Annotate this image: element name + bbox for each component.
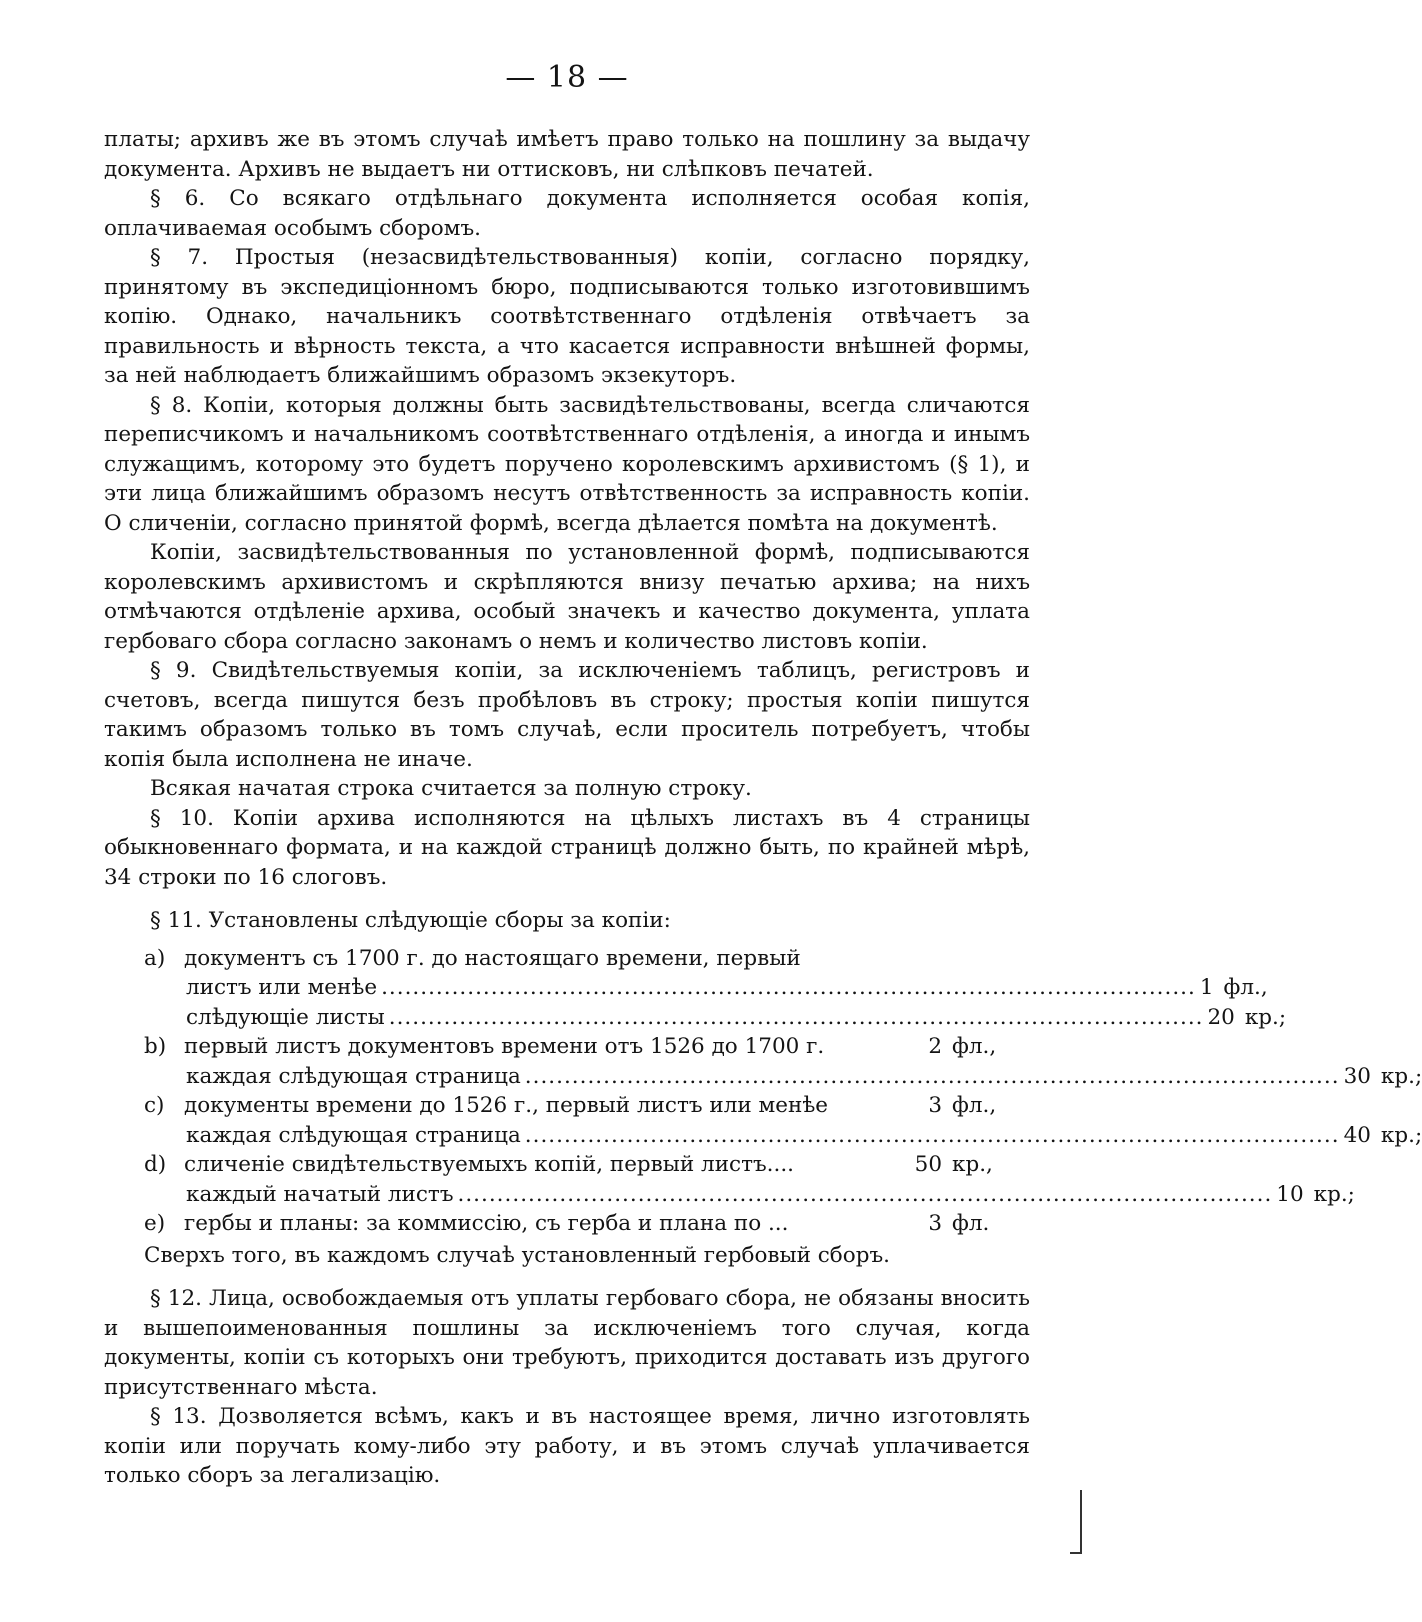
fee-label: каждая слѣдующая страница (186, 1122, 521, 1148)
fee-label: каждый начатый листъ (186, 1181, 454, 1207)
leader-dots: ........................................................................................................ (457, 1181, 1273, 1207)
fee-item-c1 (144, 1091, 1030, 1121)
fee-value: 30 (1343, 1063, 1371, 1089)
fee-marker: c) (144, 1093, 165, 1118)
paragraph-section-6: § 6. Со всякаго отдѣльнаго документа исполняется особая копія, оплачиваемая особымъ сборомъ. (104, 186, 1030, 241)
fee-item-d2 (186, 1180, 1355, 1210)
leader-dots: ........................................................................................................ (524, 1063, 1340, 1089)
fee-value: 50 (914, 1152, 942, 1177)
fee-item-a-title (144, 944, 1030, 974)
paragraph-section-9: § 9. Свидѣтельствуемыя копіи, за исключеніемъ таблицъ, регистровъ и счетовъ, всегда пишутся безъ пробѣловъ въ строку; простыя копіи пишутся такимъ образомъ только въ томъ случаѣ, если проситель потребуетъ, чтобы копія была исполнена не иначе. (104, 658, 1030, 772)
fee-marker: b) (144, 1034, 167, 1059)
fee-unit: фл., (952, 1034, 997, 1059)
fee-unit: кр.; (1380, 1063, 1422, 1089)
fee-unit: кр.; (1380, 1122, 1422, 1148)
fee-label: первый листъ документовъ времени отъ 1526 до 1700 г. (184, 1034, 825, 1059)
fee-item-c2 (186, 1121, 1422, 1151)
fee-item-e1 (144, 1209, 1030, 1239)
fee-summary: Сверхъ того, въ каждомъ случаѣ установленный гербовый сборъ. (144, 1242, 890, 1268)
fee-label: документъ съ 1700 г. до настоящаго времени, первый (184, 945, 801, 971)
paragraph-section-13: § 13. Дозволяется всѣмъ, какъ и въ настоящее время, лично изготовлять копіи или поручать кому-либо эту работу, и въ этомъ случаѣ уплачивается только сборъ за легализацію. (104, 1404, 1030, 1488)
fee-value: 10 (1276, 1181, 1304, 1207)
leader-dots: ........................................................................................................ (524, 1122, 1340, 1148)
fee-value: 1 (1199, 975, 1214, 1000)
fee-marker: d) (144, 1152, 167, 1177)
fee-marker: e) (144, 1211, 166, 1236)
fee-item-b1 (144, 1032, 1030, 1062)
fee-item-a1 (186, 973, 1268, 1003)
paragraph-section-12: § 12. Лица, освобождаемыя отъ уплаты гербоваго сбора, не обязаны вносить и вышепоименованныя пошлины за исключеніемъ того случая, когда документы, копіи съ которыхъ они требуютъ, приходится доставать изъ другого присутственнаго мѣста. (104, 1286, 1030, 1400)
fee-value: 40 (1343, 1122, 1371, 1148)
fee-label: каждая слѣдующая страница (186, 1063, 521, 1089)
fee-label: документы времени до 1526 г., первый листъ или менѣе (184, 1093, 829, 1118)
paragraph-section-10: § 10. Копіи архива исполняются на цѣлыхъ листахъ въ 4 страницы обыкновеннаго формата, и на каждой страницѣ должно быть, по крайней мѣрѣ, 34 строки по 16 слоговъ. (104, 805, 1030, 890)
leader-dots: ........................................................................................................ (388, 1004, 1204, 1030)
fee-marker: a) (144, 945, 166, 971)
fee-value: 2 (928, 1034, 942, 1059)
leader-dots: ........................................................................................................ (381, 975, 1196, 1000)
fee-item-b2 (186, 1062, 1422, 1092)
fee-item-d1 (144, 1150, 1030, 1180)
fee-unit: фл. (952, 1211, 990, 1236)
fee-value: 3 (928, 1093, 942, 1118)
page-number: — 18 — (505, 60, 629, 95)
fee-unit: кр.; (1313, 1181, 1355, 1207)
paragraph-section-8: § 8. Копіи, которыя должны быть засвидѣтельствованы, всегда сличаются переписчикомъ и начальникомъ соотвѣтственнаго отдѣленія, а иногда и инымъ служащимъ, которому это будетъ поручено королевскимъ архивистомъ (§ 1), и эти лица ближайшимъ образомъ несутъ отвѣтственность за исправность копіи. О сличеніи, согласно принятой формѣ, всегда дѣлается помѣта на документѣ. (104, 392, 1030, 536)
fee-unit: фл., (1223, 975, 1268, 1000)
paragraph-certified-copies: Копіи, засвидѣтельствованныя по установленной формѣ, подписываются королевскимъ архивистомъ и скрѣпляются внизу печатью архива; на нихъ отмѣчаются отдѣленіе архива, особый значекъ и качество документа, уплата гербоваго сбора согласно законамъ о немъ и количество листовъ копіи. (104, 540, 1030, 654)
paragraph-continuation: платы; архивъ же въ этомъ случаѣ имѣетъ право только на пошлину за выдачу документа. Архивъ не выдаетъ ни оттисковъ, ни слѣпковъ печатей. (104, 127, 1030, 182)
paragraph-section-7: § 7. Простыя (незасвидѣтельствованныя) копіи, согласно порядку, принятому въ экспедиціонномъ бюро, подписываются только изготовившимъ копію. Однако, начальникъ соотвѣтственнаго отдѣленія отвѣчаетъ за правильность и вѣрность текста, а что касается исправности внѣшней формы, за ней наблюдаетъ ближайшимъ образомъ экзекуторъ. (104, 245, 1030, 388)
fee-value: 20 (1207, 1004, 1235, 1030)
fee-label: сличеніе свидѣтельствуемыхъ копій, первый листъ.... (184, 1152, 794, 1177)
fee-label: листъ или менѣе (186, 975, 378, 1000)
paragraph-section-11: § 11. Установлены слѣдующіе сборы за копіи: (150, 908, 671, 933)
fee-unit: кр.; (1244, 1004, 1287, 1030)
fee-schedule (144, 944, 1422, 1271)
body-text (104, 125, 1422, 1491)
margin-bracket-mark (1080, 1490, 1082, 1554)
fee-label: слѣдующіе листы (186, 1004, 385, 1030)
fee-unit: фл., (952, 1093, 997, 1118)
fee-item-a2 (186, 1003, 1287, 1033)
paragraph-line-rule: Всякая начатая строка считается за полную строку. (150, 776, 752, 801)
fee-label: гербы и планы: за коммиссію, съ герба и плана по ... (184, 1211, 789, 1236)
fee-value: 3 (928, 1211, 942, 1236)
fee-unit: кр., (952, 1152, 993, 1177)
